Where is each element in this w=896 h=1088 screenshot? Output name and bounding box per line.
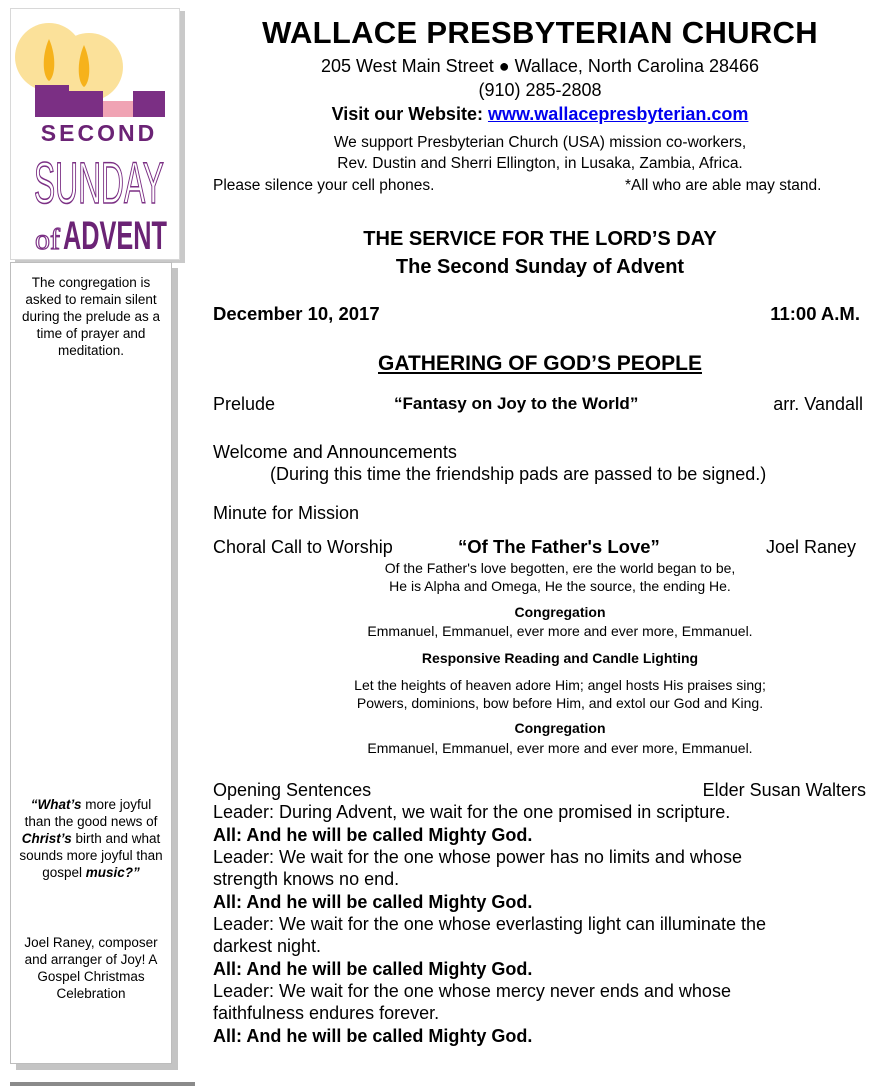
opening-line: Leader: We wait for the one whose everlasting light can illuminate the bbox=[213, 914, 766, 934]
section-heading: GATHERING OF GOD’S PEOPLE bbox=[378, 352, 702, 375]
service-subtitle: The Second Sunday of Advent bbox=[395, 256, 685, 278]
service-time: 11:00 A.M. bbox=[770, 303, 860, 324]
opening-line: Leader: We wait for the one whose mercy never ends and whose bbox=[213, 981, 731, 1001]
mission-line-1: We support Presbyterian Church (USA) mission co-workers, bbox=[333, 134, 747, 151]
advent-candles-graphic bbox=[11, 9, 179, 259]
opening-label: Opening Sentences bbox=[213, 780, 372, 800]
sidebar-quote bbox=[16, 796, 166, 881]
opening-line: strength knows no end. bbox=[213, 869, 400, 889]
choral-verse-1: Of the Father's love begotten, ere the world began to be, bbox=[384, 560, 736, 576]
opening-line: Leader: We wait for the one whose power has no limits and whose bbox=[213, 847, 742, 867]
website-label: Visit our Website: bbox=[331, 104, 483, 124]
quote-text-1: more joyful than the good news of bbox=[24, 797, 158, 829]
sidebar-prelude-note: The congregation is asked to remain silent during the prelude as a time of prayer and meditation. bbox=[21, 275, 161, 358]
choral-label: Choral Call to Worship bbox=[213, 537, 393, 557]
candle-middle bbox=[69, 91, 103, 117]
reading-line-2: Powers, dominions, bow before Him, and extol our God and King. bbox=[356, 695, 764, 711]
logo-sunday: SUNDAY bbox=[34, 151, 164, 216]
service-title: THE SERVICE FOR THE LORD’S DAY bbox=[363, 228, 717, 250]
quote-what: “What’s bbox=[30, 797, 82, 812]
opening-line: darkest night. bbox=[213, 936, 322, 956]
mission-label: Minute for Mission bbox=[213, 503, 360, 523]
candle-left bbox=[35, 85, 69, 117]
opening-line: All: And he will be called Mighty God. bbox=[213, 825, 533, 845]
welcome-note: (During this time the friendship pads are passed to be signed.) bbox=[270, 464, 767, 484]
congregation-text-1: Emmanuel, Emmanuel, ever more and ever more, Emmanuel. bbox=[367, 623, 753, 639]
quote-christ: Christ’s bbox=[21, 831, 72, 846]
bottom-rule bbox=[10, 1082, 195, 1086]
candle-right bbox=[133, 91, 165, 117]
reading-line-1: Let the heights of heaven adore Him; angel hosts His praises sing; bbox=[354, 677, 766, 693]
opening-line: All: And he will be called Mighty God. bbox=[213, 959, 533, 979]
choral-verse-2: He is Alpha and Omega, He the source, the ending He. bbox=[389, 578, 731, 594]
logo-second: SECOND bbox=[40, 120, 158, 146]
congregation-text-2: Emmanuel, Emmanuel, ever more and ever more, Emmanuel. bbox=[367, 740, 753, 756]
church-address: 205 West Main Street ● Wallace, North Carolina 28466 bbox=[320, 56, 760, 76]
church-phone: (910) 285-2808 bbox=[478, 80, 602, 100]
church-name: WALLACE PRESBYTERIAN CHURCH bbox=[262, 15, 818, 50]
welcome-label: Welcome and Announcements bbox=[213, 442, 457, 462]
congregation-label-1: Congregation bbox=[514, 604, 606, 620]
logo-advent: ADVENT bbox=[63, 214, 167, 258]
prelude-credit: arr. Vandall bbox=[773, 394, 863, 414]
candle-pink bbox=[103, 101, 133, 117]
section-heading-wrap bbox=[200, 352, 880, 376]
stand-note: *All who are able may stand. bbox=[625, 177, 822, 194]
service-date: December 10, 2017 bbox=[213, 303, 380, 324]
website-link[interactable]: www.wallacepresbyterian.com bbox=[487, 104, 749, 124]
silence-note: Please silence your cell phones. bbox=[213, 177, 435, 194]
opening-line: All: And he will be called Mighty God. bbox=[213, 892, 533, 912]
sidebar-quote-credit: Joel Raney, composer and arranger of Joy! A Gospel Christmas Celebration bbox=[24, 935, 158, 1001]
choral-credit: Joel Raney bbox=[765, 537, 856, 557]
choral-title: “Of The Father's Love” bbox=[458, 536, 660, 557]
quote-music: music?” bbox=[85, 865, 140, 880]
mission-line-2: Rev. Dustin and Sherri Ellington, in Lusaka, Zambia, Africa. bbox=[337, 155, 743, 172]
congregation-label-2: Congregation bbox=[514, 720, 606, 736]
prelude-title: “Fantasy on Joy to the World” bbox=[394, 394, 639, 413]
reading-label: Responsive Reading and Candle Lighting bbox=[421, 650, 699, 666]
opening-leader: Elder Susan Walters bbox=[702, 780, 866, 800]
opening-line: faithfulness endures forever. bbox=[213, 1003, 440, 1023]
advent-logo bbox=[10, 8, 180, 260]
quote-text-2: birth and what sounds more joyful than gospel bbox=[19, 831, 163, 880]
opening-line: Leader: During Advent, we wait for the one promised in scripture. bbox=[213, 802, 731, 822]
opening-line: All: And he will be called Mighty God. bbox=[213, 1026, 533, 1046]
prelude-label: Prelude bbox=[213, 394, 276, 414]
website-line bbox=[200, 104, 880, 125]
logo-of: of bbox=[35, 223, 60, 256]
